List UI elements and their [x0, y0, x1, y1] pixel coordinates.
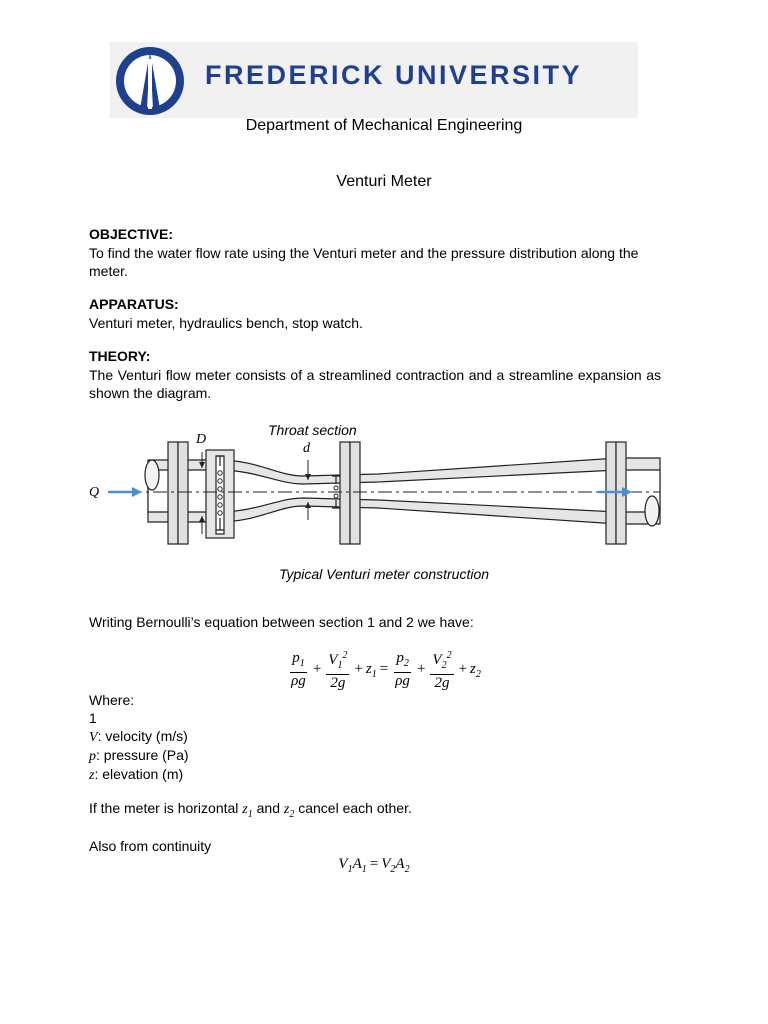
figure-caption: Typical Venturi meter construction [278, 566, 490, 582]
document-title: Venturi Meter [336, 173, 432, 190]
department-title: Department of Mechanical Engineering [245, 117, 523, 134]
apparatus-heading: APPARATUS: [89, 296, 179, 312]
objective-text: To find the water flow rate using the Venturi meter and the pressure distribution along the meter. [89, 245, 639, 279]
throat-section-label: Throat section [268, 422, 357, 438]
bernoulli-equation: $\frac{p_1}{\rho g}$ + $\frac{V_1^2}{2g}$ + $z_1$ = $\frac{p_2}{\rho g}$ + $\frac{V_2^2}{2g}$ + $z_2$ [0, 647, 768, 692]
bernoulli-intro: Writing Bernoulli’s equation between section 1 and 2 we have: [89, 614, 474, 630]
continuity-equation: $V_1A_1 = V_2A_2$ [338, 856, 410, 875]
inlet-diameter-label: D [196, 432, 207, 447]
where-item-pressure: p: pressure (Pa) [89, 747, 189, 764]
horizontal-statement: If the meter is horizontal $z_1$ and $z_2$ cancel each other. [89, 800, 412, 820]
where-item-velocity: V: velocity (m/s) [89, 728, 188, 745]
apparatus-text: Venturi meter, hydraulics bench, stop watch. [89, 315, 363, 331]
where-label: Where: [89, 692, 135, 708]
theory-text: The Venturi flow meter consists of a streamlined contraction and a streamline expansion as shown the diagram. [89, 367, 661, 401]
continuity-text: Also from continuity [89, 838, 212, 854]
university-name: FREDERICK UNIVERSITY [205, 60, 583, 90]
throat-diameter-label: d [303, 441, 310, 456]
flow-rate-label: Q [89, 485, 100, 500]
objective-heading: OBJECTIVE: [89, 226, 174, 242]
where-item-elevation: z: elevation (m) [89, 766, 184, 783]
university-logo-icon [114, 45, 186, 117]
where-index: 1 [89, 710, 97, 726]
venturi-meter-diagram [88, 418, 678, 550]
theory-heading: THEORY: [89, 348, 151, 364]
